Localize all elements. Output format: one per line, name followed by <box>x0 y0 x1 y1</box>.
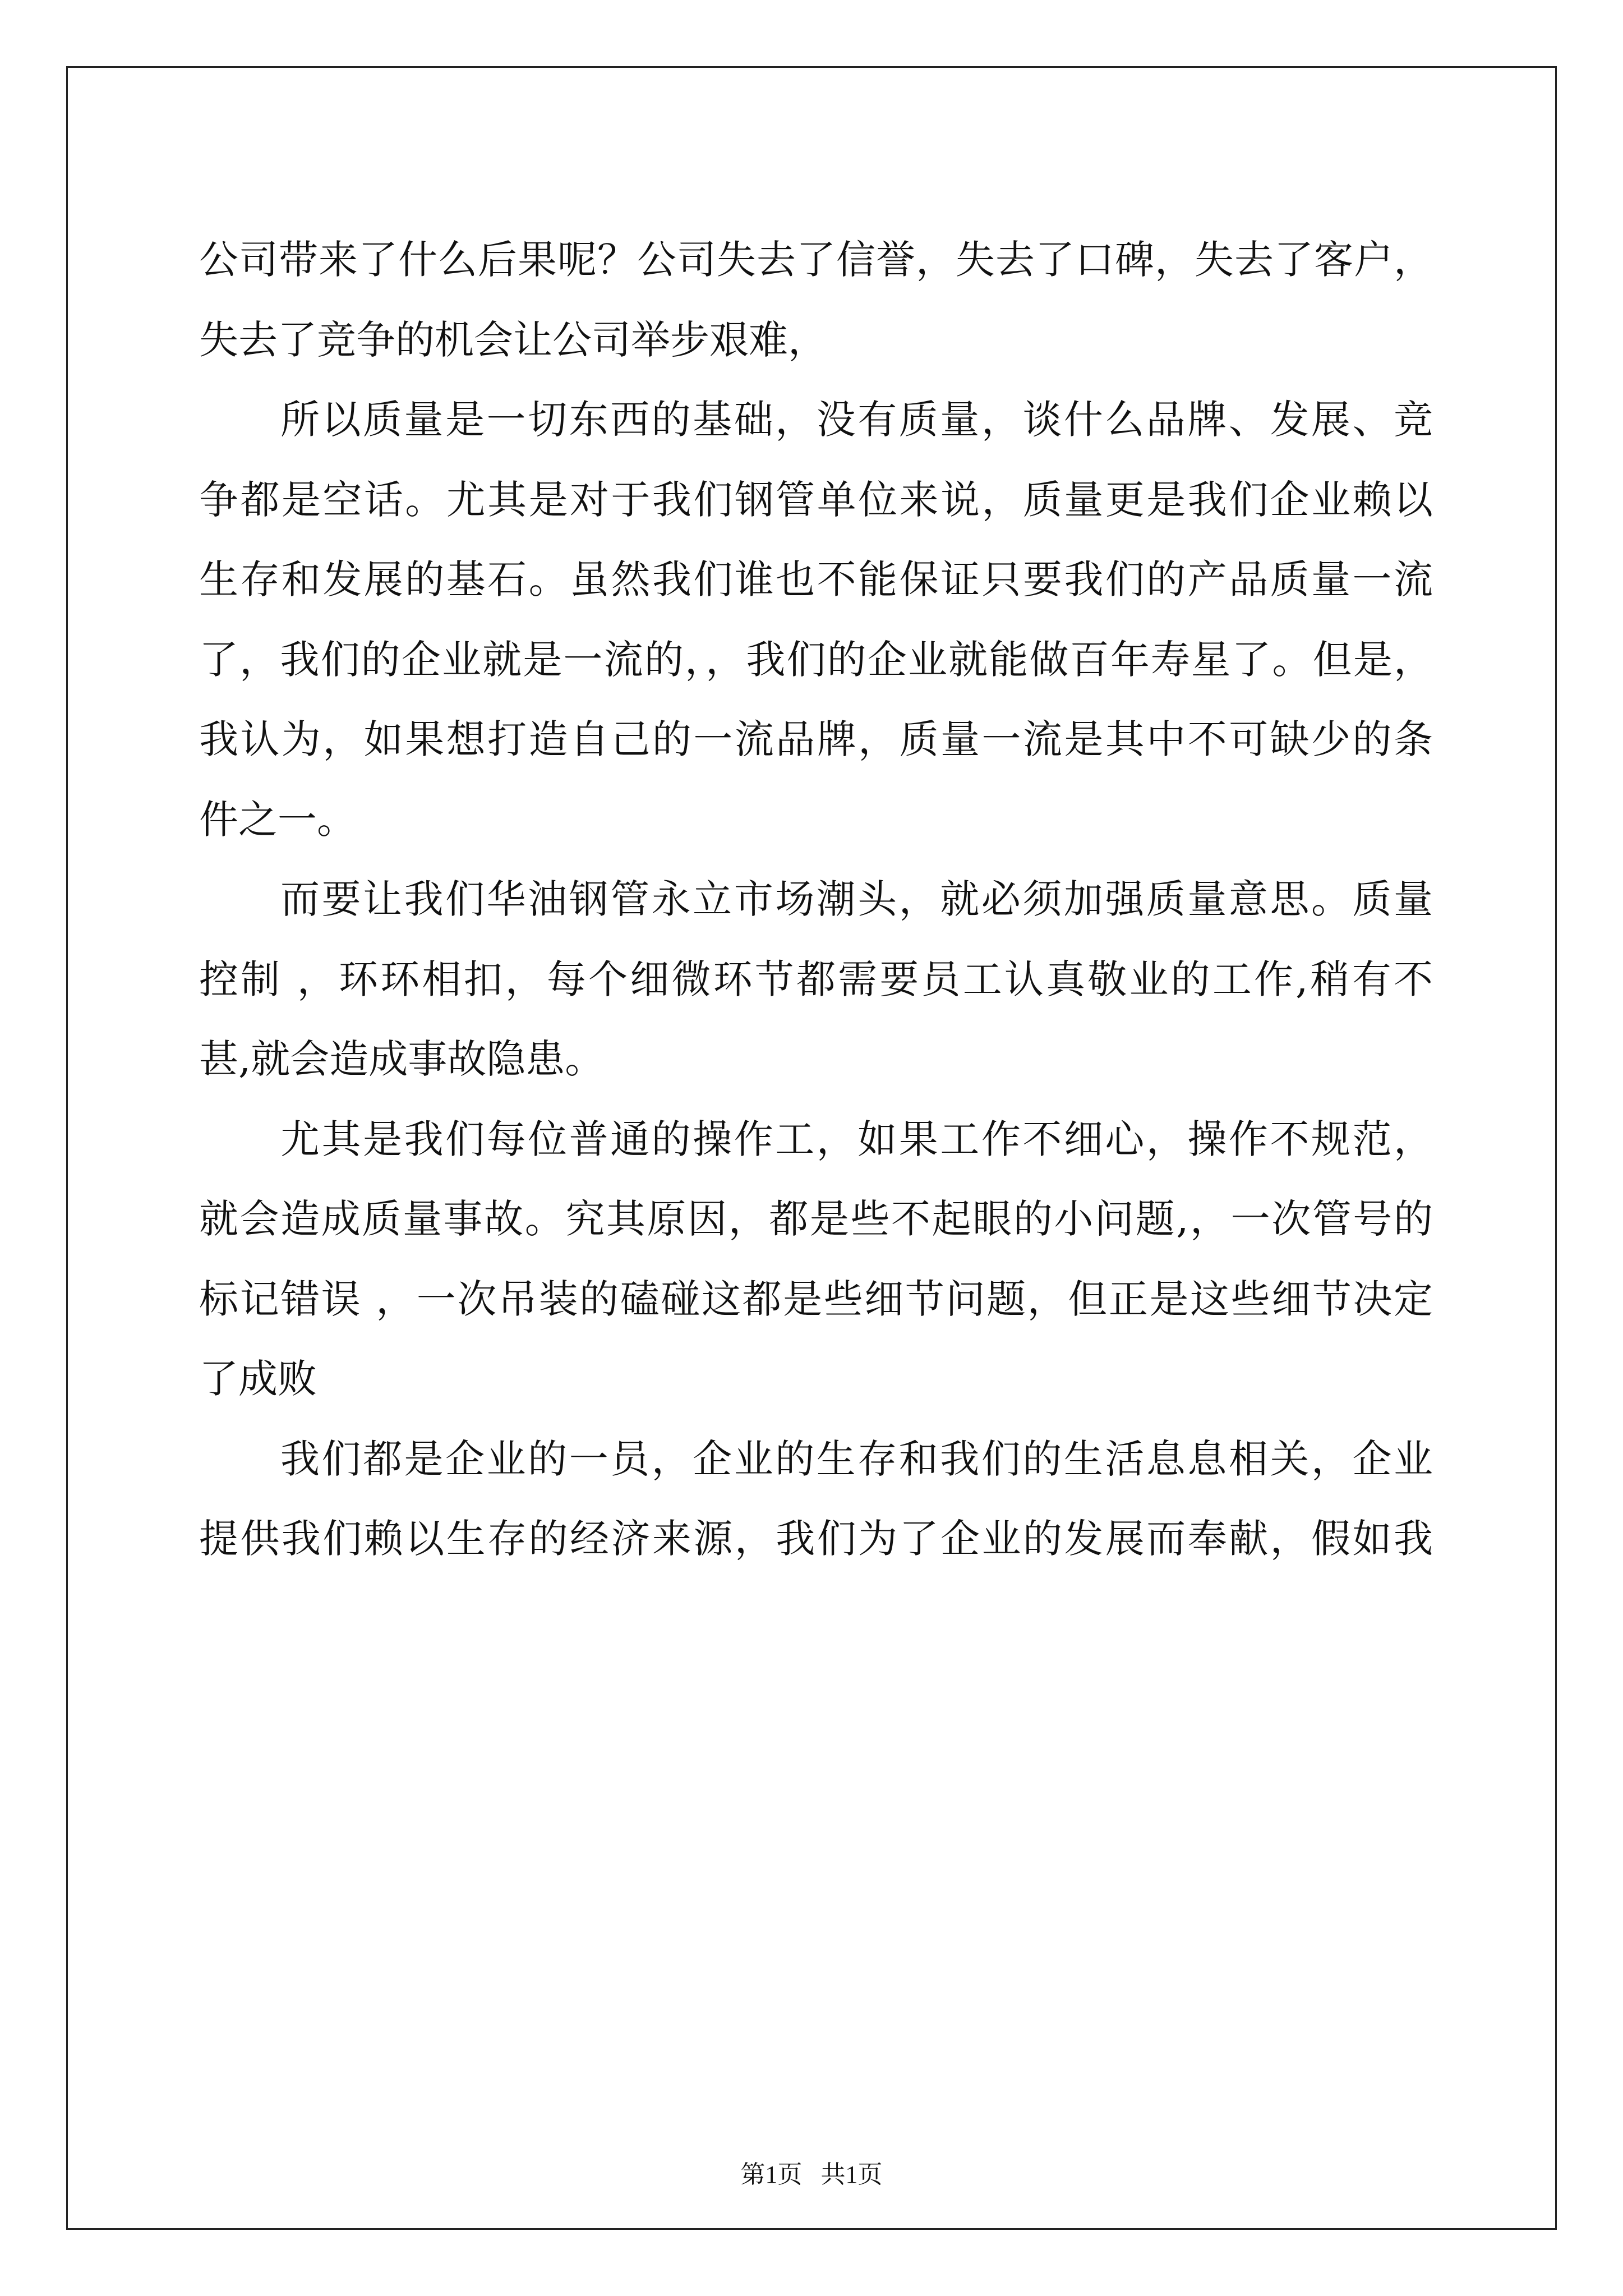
text-line: 提供我们赖以生存的经济来源，我们为了企业的发展而奉献，假如我 <box>199 1516 1433 1562</box>
text-line: 尤其是我们每位普通的操作工，如果工作不细心，操作不规范， <box>280 1116 1433 1162</box>
text-line: 失去了竞争的机会让公司举步艰难， <box>199 316 827 363</box>
text-line: 所以质量是一切东西的基础，没有质量，谈什么品牌、发展、竞 <box>280 397 1433 443</box>
text-line: 我们都是企业的一员，企业的生存和我们的生活息息相关，企业 <box>280 1435 1433 1482</box>
text-line: 我认为，如果想打造自己的一流品牌，质量一流是其中不可缺少的条 <box>199 716 1433 762</box>
text-line: 而要让我们华油钢管永立市场潮头，就必须加强质量意思。质量 <box>280 876 1433 922</box>
text-line: 了成败 <box>199 1356 317 1402</box>
text-line: 公司带来了什么后果呢？公司失去了信誉，失去了口碑，失去了客户， <box>199 237 1433 283</box>
text-line: 了，我们的企业就是一流的，，我们的企业就能做百年寿星了。但是， <box>199 636 1433 683</box>
text-line: 控制 ，环环相扣，每个细微环节都需要员工认真敬业的工作,稍有不 <box>199 956 1433 1002</box>
text-line: 生存和发展的基石。虽然我们谁也不能保证只要我们的产品质量一流 <box>199 556 1433 602</box>
text-line: 就会造成质量事故。究其原因，都是些不起眼的小问题,，一次管号的 <box>199 1196 1433 1242</box>
document-body <box>199 220 1433 1579</box>
page-footer: 第1页 共1页 <box>740 2161 883 2188</box>
text-line: 标记错误 ，一次吊装的磕碰这都是些细节问题，但正是这些细节决定 <box>199 1276 1433 1322</box>
text-line: 件之一。 <box>199 796 356 843</box>
text-line: 甚,就会造成事故隐患。 <box>199 1036 605 1082</box>
text-line: 争都是空话。尤其是对于我们钢管单位来说，质量更是我们企业赖以 <box>199 476 1433 523</box>
